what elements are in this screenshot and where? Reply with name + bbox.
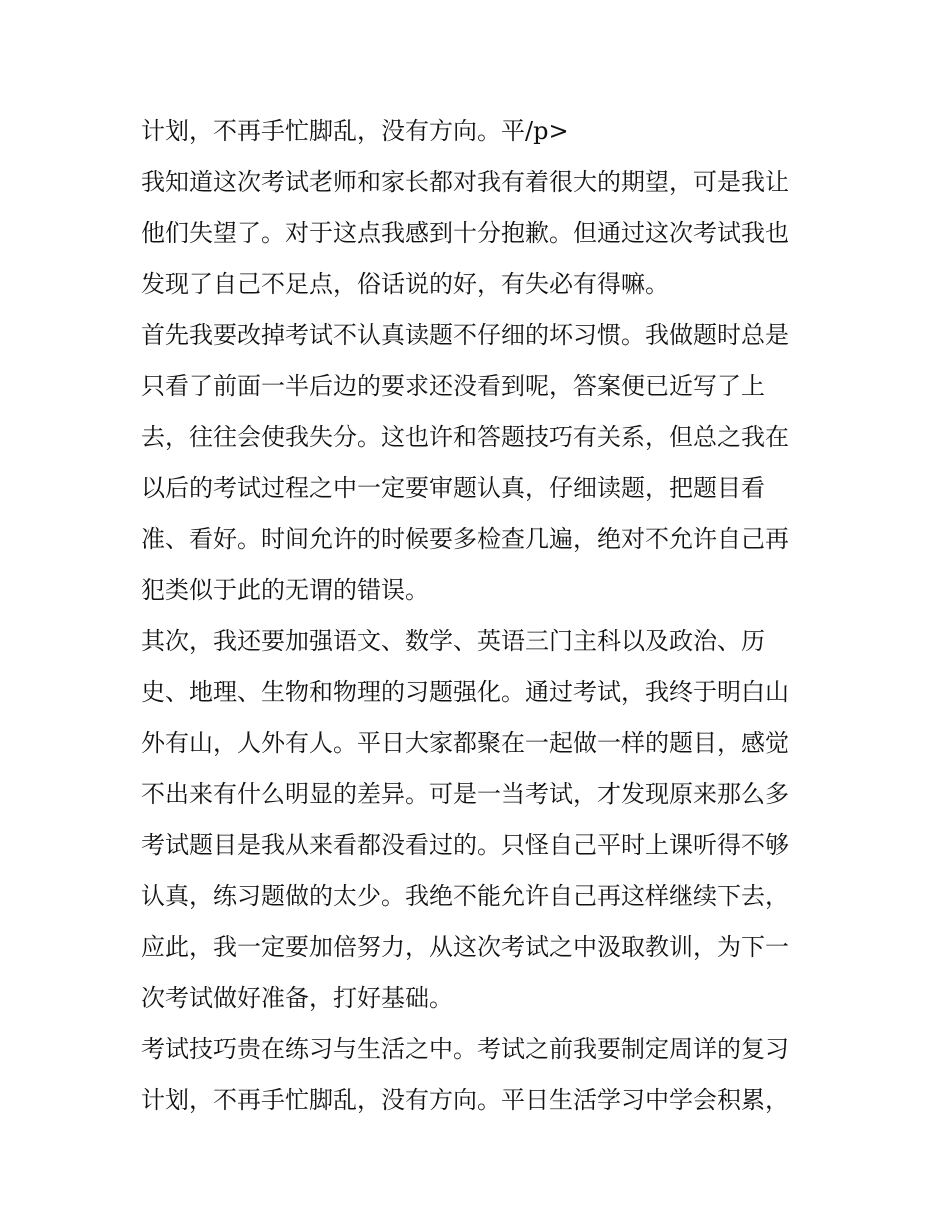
text-line: 准、看好。时间允许的时候要多检查几遍，绝对不允许自己再 [141,525,789,553]
text-line: 考试技巧贵在练习与生活之中。考试之前我要制定周详的复习 [141,1035,789,1063]
text-line: 应此，我一定要加倍努力，从这次考试之中汲取教训，为下一 [141,933,789,961]
text-line: 计划，不再手忙脚乱，没有方向。平日生活学习中学会积累， [141,1086,789,1114]
text-line: 他们失望了。对于这点我感到十分抱歉。但通过这次考试我也 [141,219,789,247]
text-line: 去，往往会使我失分。这也许和答题技巧有关系，但总之我在 [141,423,789,451]
text-line: 发现了自己不足点，俗话说的好，有失必有得嘛。 [141,270,669,298]
text-line: 考试题目是我从来看都没看过的。只怪自己平时上课听得不够 [141,831,789,859]
text-line: 计划，不再手忙脚乱，没有方向。平/p> [141,117,569,145]
text-line: 只看了前面一半后边的要求还没看到呢，答案便已近写了上 [141,372,765,400]
text-line: 认真，练习题做的太少。我绝不能允许自己再这样继续下去， [141,882,789,910]
body-text [141,106,821,1126]
text-line: 我知道这次考试老师和家长都对我有着很大的期望，可是我让 [141,168,789,196]
text-line: 首先我要改掉考试不认真读题不仔细的坏习惯。我做题时总是 [141,321,789,349]
text-line: 其次，我还要加强语文、数学、英语三门主科以及政治、历 [141,627,765,655]
text-line: 次考试做好准备，打好基础。 [141,984,453,1012]
text-line: 犯类似于此的无谓的错误。 [141,576,429,604]
text-line: 不出来有什么明显的差异。可是一当考试，才发现原来那么多 [141,780,789,808]
text-line: 史、地理、生物和物理的习题强化。通过考试，我终于明白山 [141,678,789,706]
text-line: 以后的考试过程之中一定要审题认真，仔细读题，把题目看 [141,474,765,502]
text-line: 外有山，人外有人。平日大家都聚在一起做一样的题目，感觉 [141,729,789,757]
